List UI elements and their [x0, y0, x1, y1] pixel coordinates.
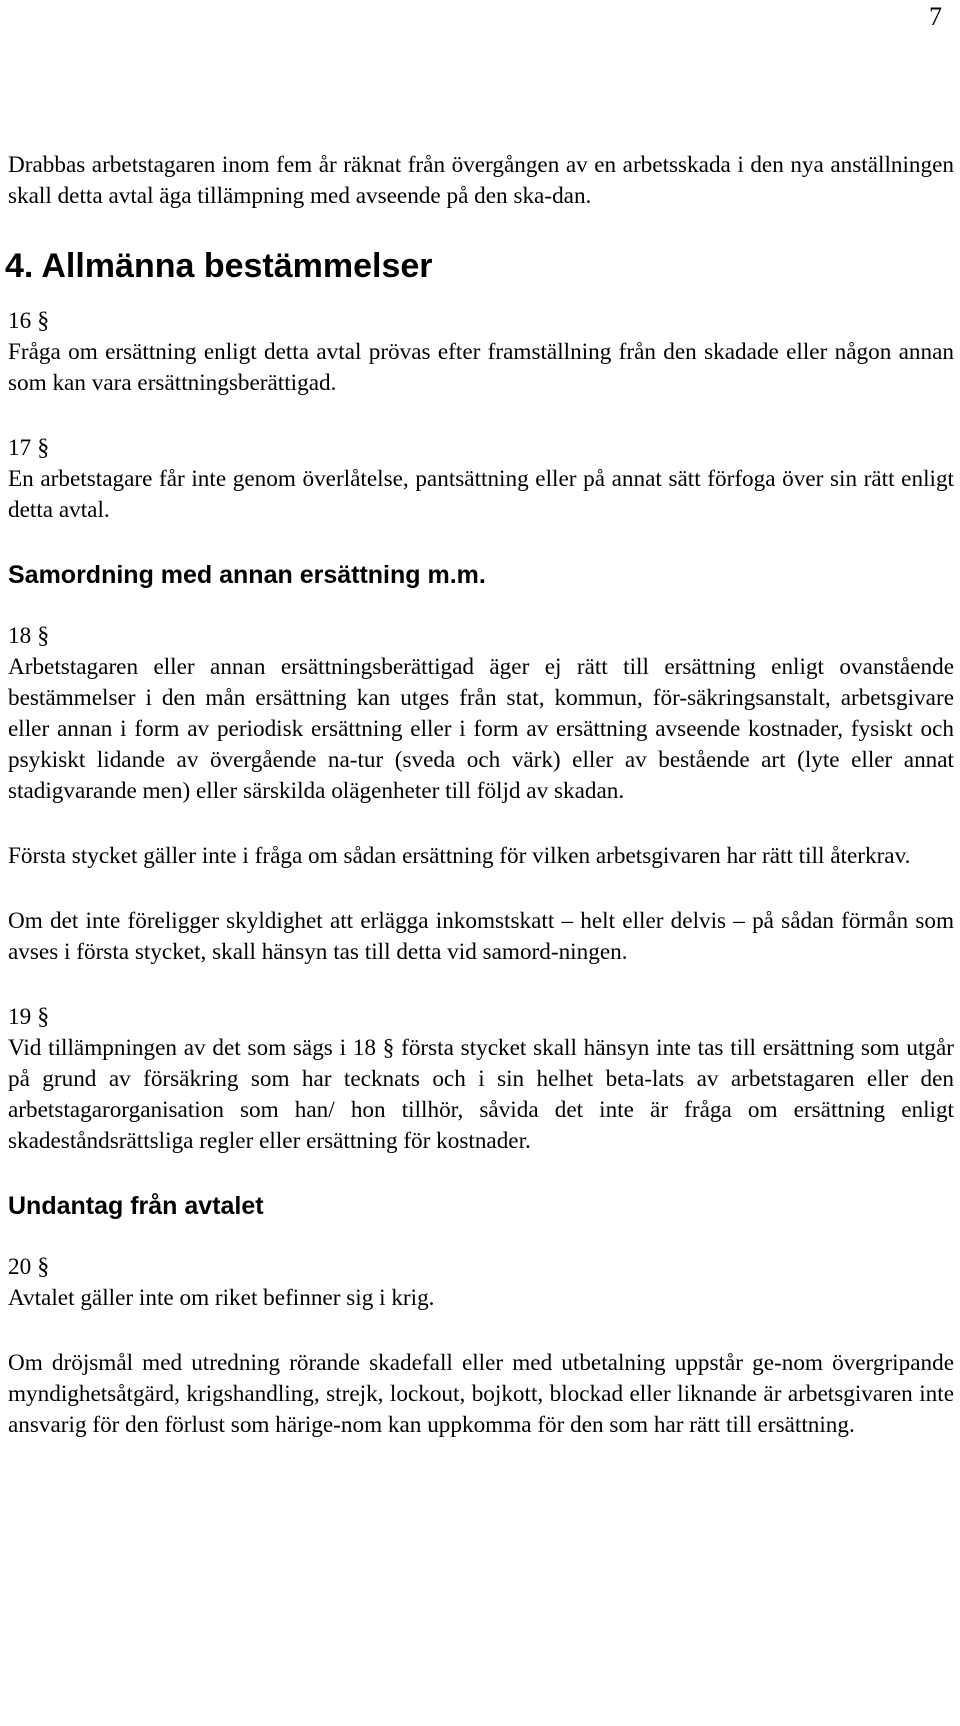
paragraph-17-text: En arbetstagare får inte genom överlåtelse, pantsättning eller på annat sätt förfoga över sin rätt enligt detta avtal. [8, 466, 954, 523]
section-label-19: 19 § [8, 1004, 50, 1030]
section-label-20: 20 § [8, 1254, 50, 1280]
paragraph-19 [8, 1002, 954, 1157]
heading-number: 4. [5, 247, 34, 285]
paragraph-18 [8, 621, 954, 968]
paragraph-17 [8, 433, 954, 526]
section-sign-icon: § [37, 1004, 50, 1030]
heading-title: Allmänna bestämmelser [41, 247, 433, 285]
paragraph-16 [8, 306, 954, 399]
section-heading-general [5, 246, 954, 286]
section-label-16: 16 § [8, 308, 50, 334]
section-sign-icon: § [37, 308, 50, 334]
section-sign-icon: § [37, 1254, 50, 1280]
document-body [5, 150, 954, 1475]
paragraph-20-text-1: Avtalet gäller inte om riket befinner sig i krig. [8, 1285, 435, 1311]
paragraph-20-text-2: Om dröjsmål med utredning rörande skadefall eller med utbetalning uppstår ge-nom övergripande myndighetsåtgärd, krigshandling, strejk, lockout, bojkott, blockad eller liknande är arbetsgivaren inte ansvarig för den förlust som härige-nom kan uppkomma för den som har rätt till ersättning. [8, 1350, 954, 1438]
subheading-coordination: Samordning med annan ersättning m.m. [8, 561, 486, 589]
paragraph-20 [8, 1252, 954, 1441]
page-number: 7 [929, 2, 942, 31]
section-sign-icon: § [37, 623, 50, 649]
paragraph-18-text-1: Arbetstagaren eller annan ersättningsberättigad äger ej rätt till ersättning enligt ovanstående bestämmelser i den mån ersättning kan utges från stat, kommun, för-säkringsanstalt, arbetsgivare eller annan i form av periodisk ersättning eller i form av ersättning avseende kostnader, fysiskt och psykiskt lidande av övergående na-tur (sveda och värk) eller av bestående art (lyte eller annat stadigvarande men) eller särskilda olägenheter till följd av skadan. [8, 654, 954, 804]
section-label-18: 18 § [8, 623, 50, 649]
section-sign-icon: § [37, 435, 50, 461]
intro-paragraph: Drabbas arbetstagaren inom fem år räknat från övergången av en arbetsskada i den nya anställningen skall detta avtal äga tillämpning med avseende på den ska-dan. [8, 152, 954, 209]
subheading-exception: Undantag från avtalet [8, 1192, 264, 1220]
section-label-17: 17 § [8, 435, 50, 461]
paragraph-19-text: Vid tillämpningen av det som sägs i 18 § första stycket skall hänsyn inte tas till ersättning som utgår på grund av försäkring som har tecknats och i sin helhet beta-lats av arbetstagaren eller den arbetstagarorganisation som han/ hon tillhör, såvida det inte är fråga om ersättning enligt skadeståndsrättsliga regler eller ersättning för kostnader. [8, 1035, 954, 1154]
paragraph-16-text: Fråga om ersättning enligt detta avtal prövas efter framställning från den skadade eller någon annan som kan vara ersättningsberättigad. [8, 339, 954, 396]
paragraph-18-text-3: Om det inte föreligger skyldighet att erlägga inkomstskatt – helt eller delvis – på sådan förmån som avses i första stycket, skall hänsyn tas till detta vid samord-ningen. [8, 908, 954, 965]
paragraph-18-text-2: Första stycket gäller inte i fråga om sådan ersättning för vilken arbetsgivaren har rätt till återkrav. [8, 843, 911, 869]
